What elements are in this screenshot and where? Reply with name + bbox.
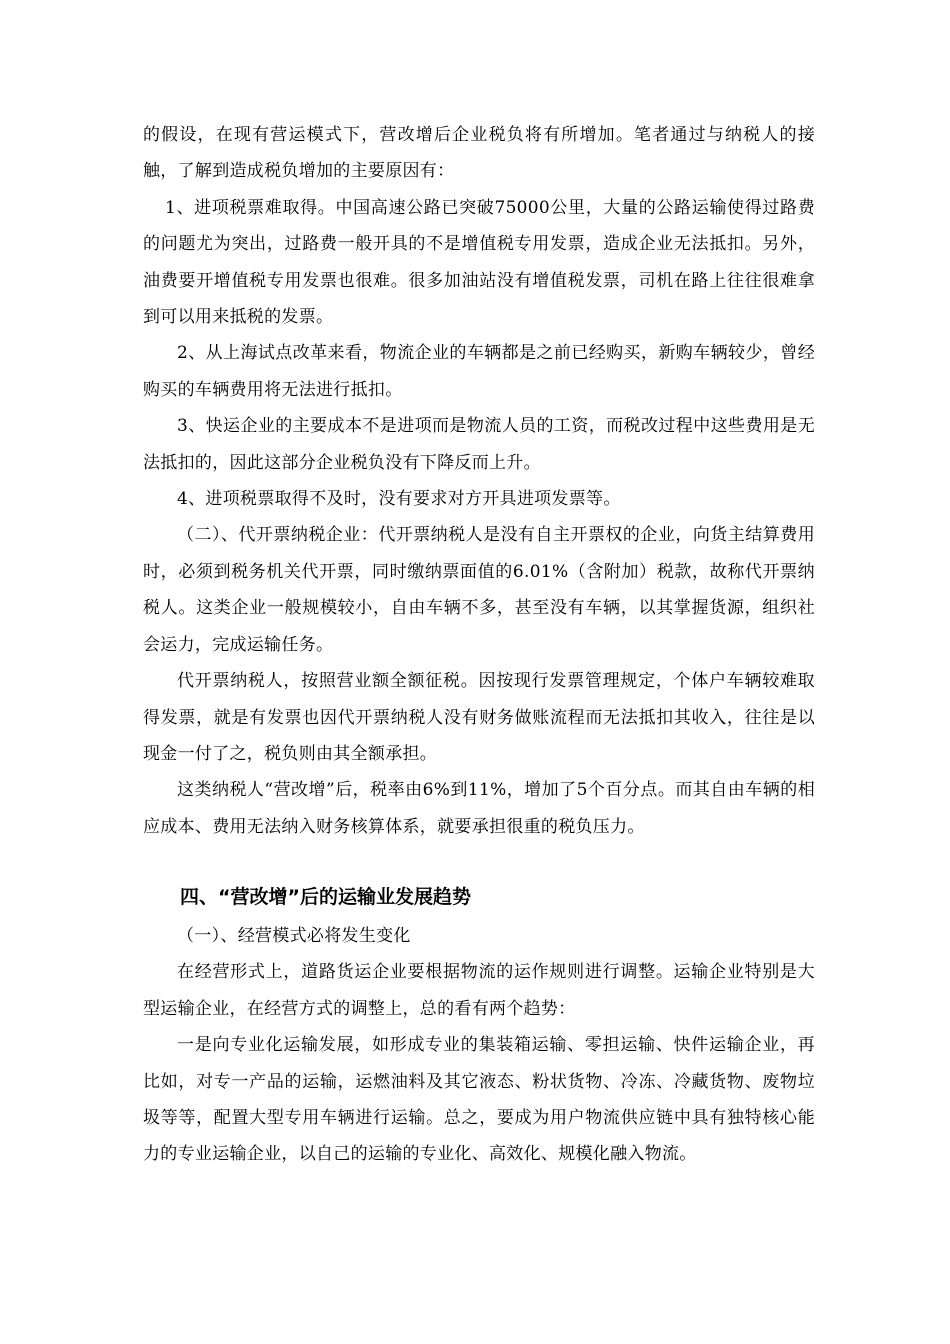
paragraph-specialization: 一是向专业化运输发展，如形成专业的集装箱运输、零担运输、快件运输企业，再比如，对专一产品的运输，运燃油料及其它液态、粉状货物、冷冻、冷藏货物、废物垃圾等等，配置大型专用车辆进行运输。总之，要成为用户物流供应链中具有独特核心能力的专业运输企业，以自己的运输的专业化、高效化、规模化融入物流。 bbox=[143, 1035, 815, 1165]
paragraph-agent-tax: 代开票纳税人，按照营业额全额征税。因按现行发票管理规定，个体户车辆较难取得发票，就是有发票也因代开票纳税人没有财务做账流程而无法抵扣其收入，往往是以现金一付了之，税负则由其全额承担。 bbox=[143, 671, 815, 764]
body-text-top bbox=[143, 117, 815, 845]
paragraph-section-2: （二）、代开票纳税企业：代开票纳税人是没有自主开票权的企业，向货主结算费用时，必须到税务机关代开票，同时缴纳票面值的6.01%（含附加）税款，故称代开票纳税人。这类企业一般规模较小，自由车辆不多，甚至没有车辆，以其掌握货源，组织社会运力，完成运输任务。 bbox=[143, 525, 815, 655]
paragraph-item-1: 1、进项税票难取得。中国高速公路已突破75000公里，大量的公路运输使得过路费的问题尤为突出，过路费一般开具的不是增值税专用发票，造成企业无法抵扣。另外，油费要开增值税专用发票也很难。很多加油站没有增值税发票，司机在路上往往很难拿到可以用来抵税的发票。 bbox=[143, 197, 815, 328]
paragraph-continuation: 的假设，在现有营运模式下，营改增后企业税负将有所增加。笔者通过与纳税人的接触，了解到造成税负增加的主要原因有： bbox=[143, 125, 815, 182]
body-text-bottom bbox=[143, 918, 815, 1173]
paragraph-business-form: 在经营形式上，道路货运企业要根据物流的运作规则进行调整。运输企业特别是大型运输企业，在经营方式的调整上，总的看有两个趋势： bbox=[143, 962, 815, 1019]
paragraph-item-2: 2、从上海试点改革来看，物流企业的车辆都是之前已经购买，新购车辆较少，曾经购买的车辆费用将无法进行抵扣。 bbox=[143, 343, 815, 400]
subsection-title: （一）、经营模式必将发生变化 bbox=[177, 926, 411, 946]
paragraph-tax-rate: 这类纳税人“营改增”后，税率由6%到11%，增加了5个百分点。而其自由车辆的相应成本、费用无法纳入财务核算体系，就要承担很重的税负压力。 bbox=[143, 780, 815, 837]
section-heading: 四、“营改增”后的运输业发展趋势 bbox=[180, 886, 471, 908]
paragraph-item-3: 3、快运企业的主要成本不是进项而是物流人员的工资，而税改过程中这些费用是无法抵扣的，因此这部分企业税负没有下降反而上升。 bbox=[143, 416, 815, 473]
paragraph-item-4: 4、进项税票取得不及时，没有要求对方开具进项发票等。 bbox=[177, 489, 621, 510]
